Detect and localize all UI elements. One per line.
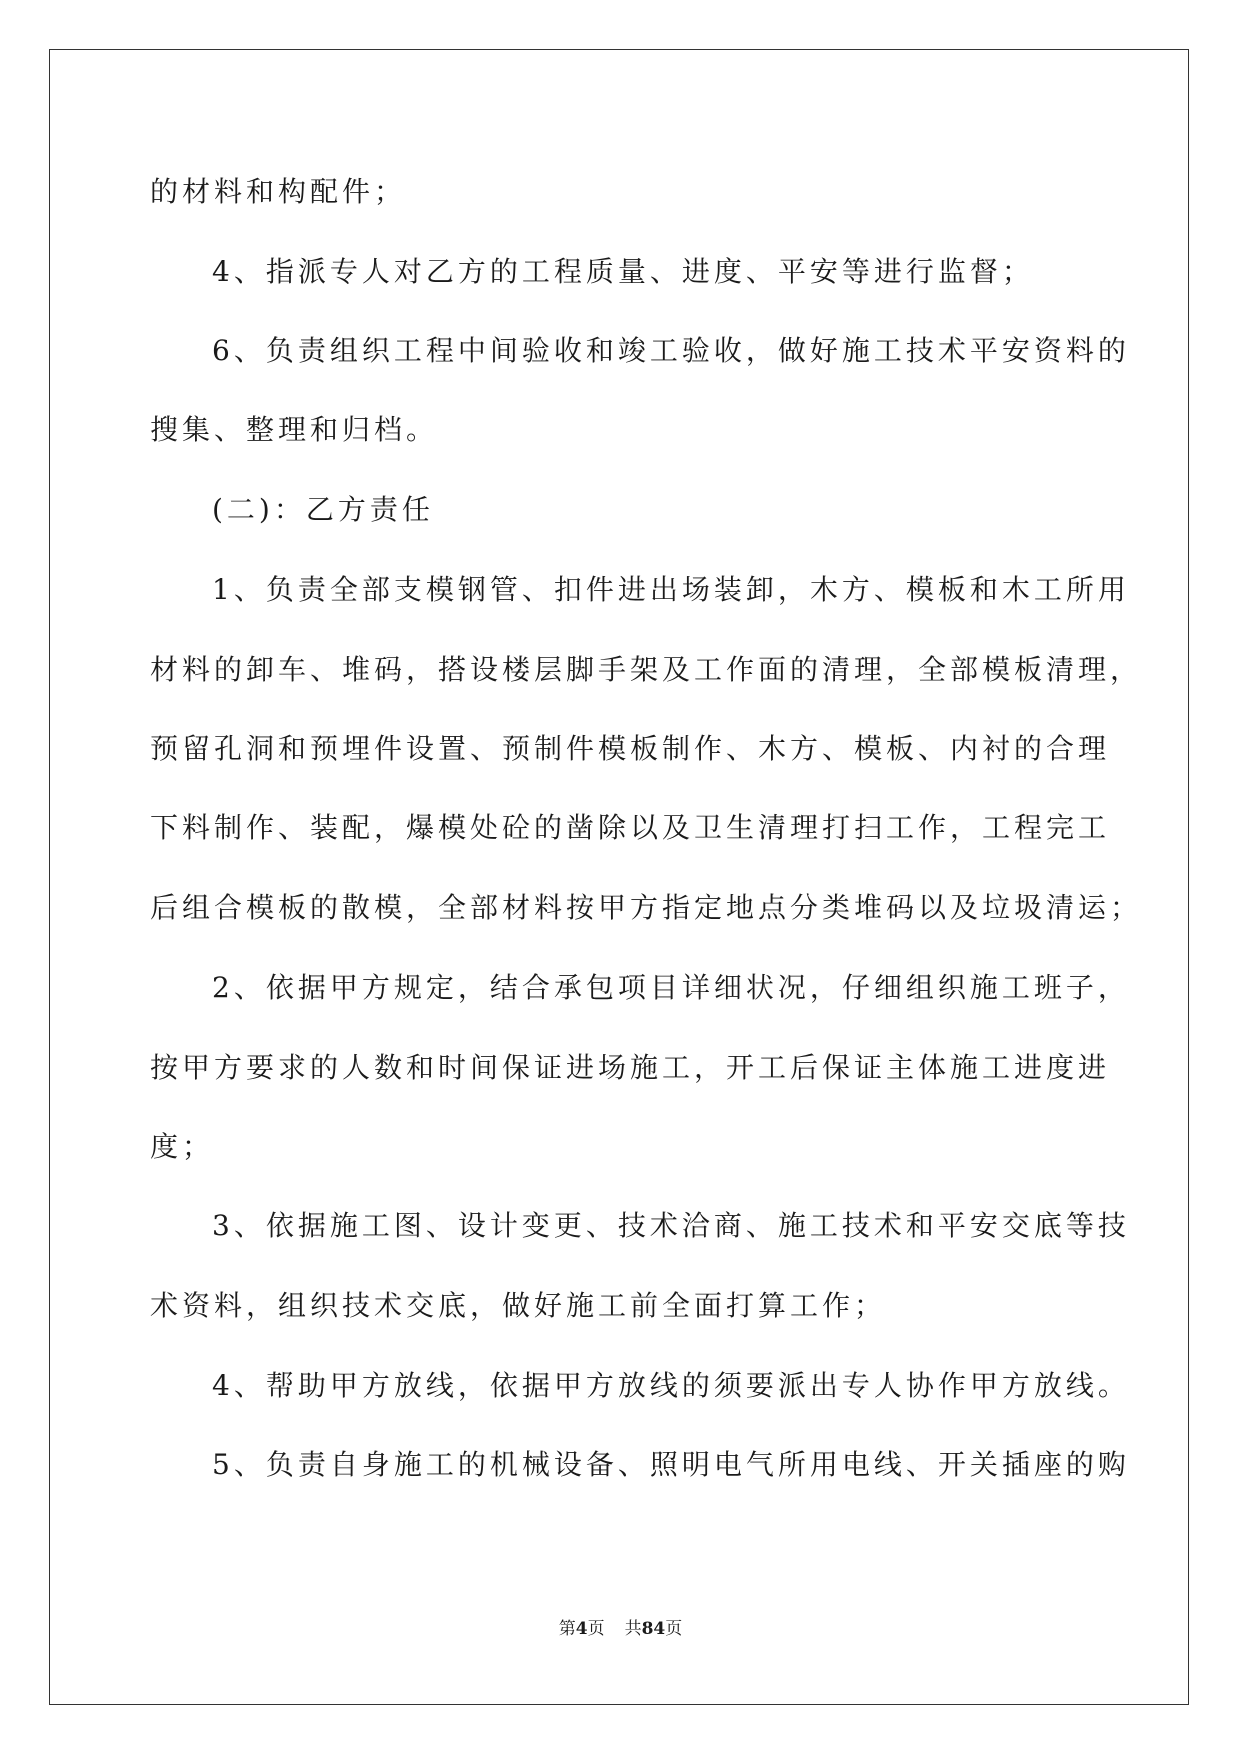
section-heading: (二)：乙方责任 <box>212 493 434 526</box>
body-text-line: 4、指派专人对乙方的工程质量、进度、平安等进行监督； <box>212 255 1034 288</box>
body-text-line: 4、帮助甲方放线，依据甲方放线的须要派出专人协作甲方放线。 <box>212 1369 1130 1402</box>
body-text-line: 下料制作、装配，爆模处砼的凿除以及卫生清理打扫工作，工程完工 <box>150 811 1111 844</box>
body-text-line: 后组合模板的散模，全部材料按甲方指定地点分类堆码以及垃圾清运； <box>150 891 1143 924</box>
body-text-line: 2、依据甲方规定，结合承包项目详细状况，仔细组织施工班子， <box>212 971 1130 1004</box>
body-text-line: 按甲方要求的人数和时间保证进场施工，开工后保证主体施工进度进 <box>150 1051 1111 1084</box>
body-text-line: 术资料，组织技术交底，做好施工前全面打算工作； <box>150 1289 887 1322</box>
total-pages-number: 84 <box>641 1619 666 1639</box>
body-text-line: 度； <box>150 1130 215 1163</box>
body-text-line: 6、负责组织工程中间验收和竣工验收，做好施工技术平安资料的 <box>212 334 1130 367</box>
total-prefix: 共 <box>624 1619 642 1639</box>
body-text-line: 5、负责自身施工的机械设备、照明电气所用电线、开关插座的购 <box>212 1448 1130 1481</box>
page-suffix: 页 <box>587 1619 605 1639</box>
body-text-line: 材料的卸车、堆码，搭设楼层脚手架及工作面的清理，全部模板清理， <box>150 653 1143 686</box>
body-text-line: 的材料和构配件； <box>150 175 407 208</box>
total-suffix: 页 <box>665 1619 683 1639</box>
body-text-line: 预留孔洞和预埋件设置、预制件模板制作、木方、模板、内衬的合理 <box>150 732 1111 765</box>
body-text-line: 搜集、整理和归档。 <box>150 413 439 446</box>
current-page-number: 4 <box>575 1619 588 1639</box>
body-text-line: 3、依据施工图、设计变更、技术洽商、施工技术和平安交底等技 <box>212 1209 1130 1242</box>
page-prefix: 第 <box>558 1619 576 1639</box>
body-text-line: 1、负责全部支模钢管、扣件进出场装卸，木方、模板和木工所用 <box>212 573 1130 606</box>
page-footer <box>0 1617 1241 1641</box>
